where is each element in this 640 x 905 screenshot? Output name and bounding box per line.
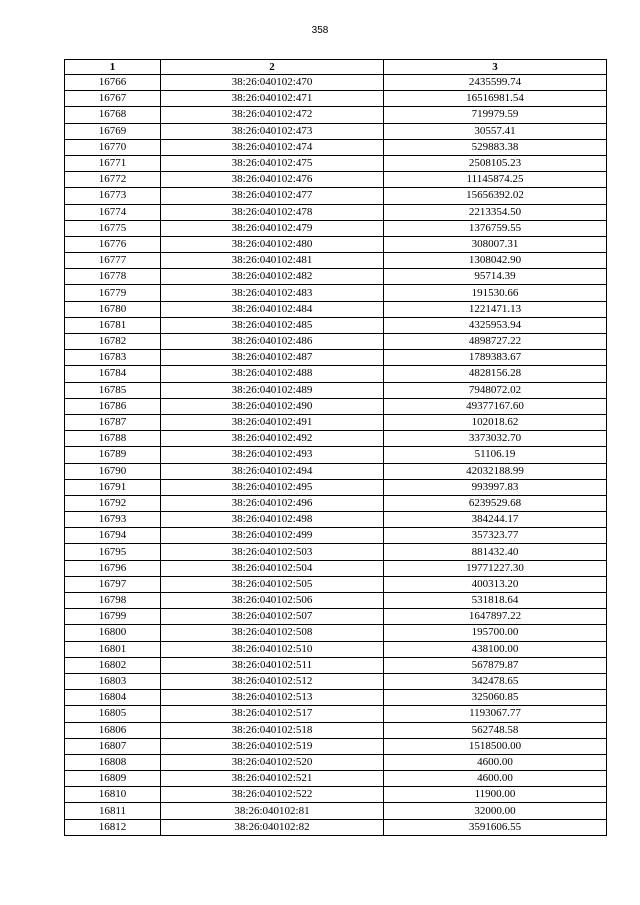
table-row [65, 738, 607, 754]
row-number-cell: 16782 [65, 334, 161, 350]
table-row [65, 155, 607, 171]
table-row [65, 463, 607, 479]
cadastral-number-cell: 38:26:040102:491 [161, 414, 384, 430]
table-row [65, 366, 607, 382]
row-number-cell: 16798 [65, 593, 161, 609]
row-number-cell: 16783 [65, 350, 161, 366]
table-row [65, 139, 607, 155]
value-cell: 30557.41 [384, 123, 607, 139]
table-row [65, 431, 607, 447]
cadastral-number-cell: 38:26:040102:474 [161, 139, 384, 155]
value-cell: 42032188.99 [384, 463, 607, 479]
table-row [65, 803, 607, 819]
value-cell: 2435599.74 [384, 75, 607, 91]
registry-table [64, 59, 607, 836]
table-row [65, 754, 607, 770]
row-number-cell: 16780 [65, 301, 161, 317]
table-row [65, 350, 607, 366]
row-number-cell: 16776 [65, 236, 161, 252]
value-cell: 4600.00 [384, 754, 607, 770]
table-row [65, 172, 607, 188]
row-number-cell: 16795 [65, 544, 161, 560]
row-number-cell: 16803 [65, 673, 161, 689]
cadastral-number-cell: 38:26:040102:508 [161, 625, 384, 641]
row-number-cell: 16790 [65, 463, 161, 479]
cadastral-number-cell: 38:26:040102:486 [161, 334, 384, 350]
row-number-cell: 16770 [65, 139, 161, 155]
table-row [65, 771, 607, 787]
cadastral-number-cell: 38:26:040102:513 [161, 690, 384, 706]
value-cell: 6239529.68 [384, 495, 607, 511]
cadastral-number-cell: 38:26:040102:504 [161, 560, 384, 576]
row-number-cell: 16793 [65, 512, 161, 528]
row-number-cell: 16805 [65, 706, 161, 722]
table-row [65, 609, 607, 625]
row-number-cell: 16794 [65, 528, 161, 544]
cadastral-number-cell: 38:26:040102:480 [161, 236, 384, 252]
value-cell: 562748.58 [384, 722, 607, 738]
cadastral-number-cell: 38:26:040102:475 [161, 155, 384, 171]
value-cell: 1647897.22 [384, 609, 607, 625]
table-row [65, 236, 607, 252]
value-cell: 1308042.90 [384, 253, 607, 269]
row-number-cell: 16807 [65, 738, 161, 754]
table-row [65, 544, 607, 560]
row-number-cell: 16767 [65, 91, 161, 107]
table-row [65, 625, 607, 641]
table-row [65, 414, 607, 430]
value-cell: 567879.87 [384, 657, 607, 673]
value-cell: 308007.31 [384, 236, 607, 252]
table-row [65, 593, 607, 609]
table-row [65, 690, 607, 706]
row-number-cell: 16787 [65, 414, 161, 430]
header-row [65, 60, 607, 75]
column-header-1: 1 [65, 60, 161, 75]
value-cell: 195700.00 [384, 625, 607, 641]
cadastral-number-cell: 38:26:040102:520 [161, 754, 384, 770]
value-cell: 15656392.02 [384, 188, 607, 204]
cadastral-number-cell: 38:26:040102:470 [161, 75, 384, 91]
value-cell: 881432.40 [384, 544, 607, 560]
cadastral-number-cell: 38:26:040102:472 [161, 107, 384, 123]
cadastral-number-cell: 38:26:040102:485 [161, 317, 384, 333]
value-cell: 19771227.30 [384, 560, 607, 576]
table-row [65, 75, 607, 91]
value-cell: 2508105.23 [384, 155, 607, 171]
table-row [65, 285, 607, 301]
row-number-cell: 16797 [65, 576, 161, 592]
row-number-cell: 16781 [65, 317, 161, 333]
value-cell: 1376759.55 [384, 220, 607, 236]
row-number-cell: 16812 [65, 819, 161, 835]
row-number-cell: 16809 [65, 771, 161, 787]
value-cell: 102018.62 [384, 414, 607, 430]
cadastral-number-cell: 38:26:040102:489 [161, 382, 384, 398]
cadastral-number-cell: 38:26:040102:519 [161, 738, 384, 754]
value-cell: 11900.00 [384, 787, 607, 803]
value-cell: 16516981.54 [384, 91, 607, 107]
value-cell: 49377167.60 [384, 398, 607, 414]
row-number-cell: 16799 [65, 609, 161, 625]
page-number: 358 [311, 25, 329, 36]
table-row [65, 447, 607, 463]
value-cell: 3373032.70 [384, 431, 607, 447]
table-row [65, 398, 607, 414]
table-row [65, 301, 607, 317]
cadastral-number-cell: 38:26:040102:503 [161, 544, 384, 560]
cadastral-number-cell: 38:26:040102:511 [161, 657, 384, 673]
value-cell: 438100.00 [384, 641, 607, 657]
table-row [65, 479, 607, 495]
cadastral-number-cell: 38:26:040102:487 [161, 350, 384, 366]
value-cell: 7948072.02 [384, 382, 607, 398]
table-row [65, 576, 607, 592]
cadastral-number-cell: 38:26:040102:510 [161, 641, 384, 657]
row-number-cell: 16792 [65, 495, 161, 511]
cadastral-number-cell: 38:26:040102:490 [161, 398, 384, 414]
value-cell: 357323.77 [384, 528, 607, 544]
table-row [65, 382, 607, 398]
cadastral-number-cell: 38:26:040102:499 [161, 528, 384, 544]
row-number-cell: 16784 [65, 366, 161, 382]
row-number-cell: 16771 [65, 155, 161, 171]
value-cell: 1789383.67 [384, 350, 607, 366]
cadastral-number-cell: 38:26:040102:477 [161, 188, 384, 204]
value-cell: 531818.64 [384, 593, 607, 609]
value-cell: 51106.19 [384, 447, 607, 463]
value-cell: 719979.59 [384, 107, 607, 123]
table-row [65, 269, 607, 285]
table-header [65, 60, 607, 75]
table-row [65, 91, 607, 107]
cadastral-number-cell: 38:26:040102:473 [161, 123, 384, 139]
value-cell: 384244.17 [384, 512, 607, 528]
cadastral-number-cell: 38:26:040102:506 [161, 593, 384, 609]
cadastral-number-cell: 38:26:040102:482 [161, 269, 384, 285]
cadastral-number-cell: 38:26:040102:478 [161, 204, 384, 220]
cadastral-number-cell: 38:26:040102:517 [161, 706, 384, 722]
table-row [65, 334, 607, 350]
table-row [65, 657, 607, 673]
row-number-cell: 16766 [65, 75, 161, 91]
cadastral-number-cell: 38:26:040102:498 [161, 512, 384, 528]
row-number-cell: 16769 [65, 123, 161, 139]
row-number-cell: 16810 [65, 787, 161, 803]
value-cell: 95714.39 [384, 269, 607, 285]
cadastral-number-cell: 38:26:040102:521 [161, 771, 384, 787]
row-number-cell: 16785 [65, 382, 161, 398]
cadastral-number-cell: 38:26:040102:82 [161, 819, 384, 835]
row-number-cell: 16789 [65, 447, 161, 463]
table-row [65, 641, 607, 657]
table-body [65, 75, 607, 836]
value-cell: 32000.00 [384, 803, 607, 819]
row-number-cell: 16808 [65, 754, 161, 770]
cadastral-number-cell: 38:26:040102:492 [161, 431, 384, 447]
value-cell: 4898727.22 [384, 334, 607, 350]
value-cell: 1193067.77 [384, 706, 607, 722]
cadastral-number-cell: 38:26:040102:495 [161, 479, 384, 495]
row-number-cell: 16802 [65, 657, 161, 673]
table-row [65, 819, 607, 835]
row-number-cell: 16796 [65, 560, 161, 576]
cadastral-number-cell: 38:26:040102:522 [161, 787, 384, 803]
table-row [65, 220, 607, 236]
row-number-cell: 16788 [65, 431, 161, 447]
table-row [65, 560, 607, 576]
row-number-cell: 16801 [65, 641, 161, 657]
cadastral-number-cell: 38:26:040102:476 [161, 172, 384, 188]
value-cell: 529883.38 [384, 139, 607, 155]
cadastral-number-cell: 38:26:040102:507 [161, 609, 384, 625]
value-cell: 1518500.00 [384, 738, 607, 754]
cadastral-number-cell: 38:26:040102:496 [161, 495, 384, 511]
cadastral-number-cell: 38:26:040102:512 [161, 673, 384, 689]
table-row [65, 317, 607, 333]
row-number-cell: 16779 [65, 285, 161, 301]
table-row [65, 495, 607, 511]
cadastral-number-cell: 38:26:040102:494 [161, 463, 384, 479]
value-cell: 993997.83 [384, 479, 607, 495]
row-number-cell: 16777 [65, 253, 161, 269]
row-number-cell: 16778 [65, 269, 161, 285]
table-row [65, 204, 607, 220]
table-row [65, 787, 607, 803]
value-cell: 3591606.55 [384, 819, 607, 835]
table-row [65, 253, 607, 269]
row-number-cell: 16804 [65, 690, 161, 706]
row-number-cell: 16811 [65, 803, 161, 819]
value-cell: 325060.85 [384, 690, 607, 706]
cadastral-number-cell: 38:26:040102:484 [161, 301, 384, 317]
table-row [65, 706, 607, 722]
row-number-cell: 16773 [65, 188, 161, 204]
cadastral-number-cell: 38:26:040102:488 [161, 366, 384, 382]
cadastral-number-cell: 38:26:040102:493 [161, 447, 384, 463]
value-cell: 4600.00 [384, 771, 607, 787]
table-row [65, 188, 607, 204]
value-cell: 4828156.28 [384, 366, 607, 382]
value-cell: 2213354.50 [384, 204, 607, 220]
row-number-cell: 16772 [65, 172, 161, 188]
value-cell: 342478.65 [384, 673, 607, 689]
table-row [65, 123, 607, 139]
cadastral-number-cell: 38:26:040102:505 [161, 576, 384, 592]
table-row [65, 722, 607, 738]
cadastral-number-cell: 38:26:040102:481 [161, 253, 384, 269]
row-number-cell: 16775 [65, 220, 161, 236]
cadastral-number-cell: 38:26:040102:471 [161, 91, 384, 107]
cadastral-number-cell: 38:26:040102:479 [161, 220, 384, 236]
row-number-cell: 16791 [65, 479, 161, 495]
value-cell: 1221471.13 [384, 301, 607, 317]
row-number-cell: 16768 [65, 107, 161, 123]
table-row [65, 528, 607, 544]
table-row [65, 512, 607, 528]
cadastral-number-cell: 38:26:040102:81 [161, 803, 384, 819]
column-header-2: 2 [161, 60, 384, 75]
cadastral-number-cell: 38:26:040102:518 [161, 722, 384, 738]
value-cell: 191530.66 [384, 285, 607, 301]
table-row [65, 673, 607, 689]
table-row [65, 107, 607, 123]
value-cell: 4325953.94 [384, 317, 607, 333]
cadastral-number-cell: 38:26:040102:483 [161, 285, 384, 301]
column-header-3: 3 [384, 60, 607, 75]
value-cell: 11145874.25 [384, 172, 607, 188]
row-number-cell: 16806 [65, 722, 161, 738]
row-number-cell: 16800 [65, 625, 161, 641]
row-number-cell: 16774 [65, 204, 161, 220]
row-number-cell: 16786 [65, 398, 161, 414]
value-cell: 400313.20 [384, 576, 607, 592]
